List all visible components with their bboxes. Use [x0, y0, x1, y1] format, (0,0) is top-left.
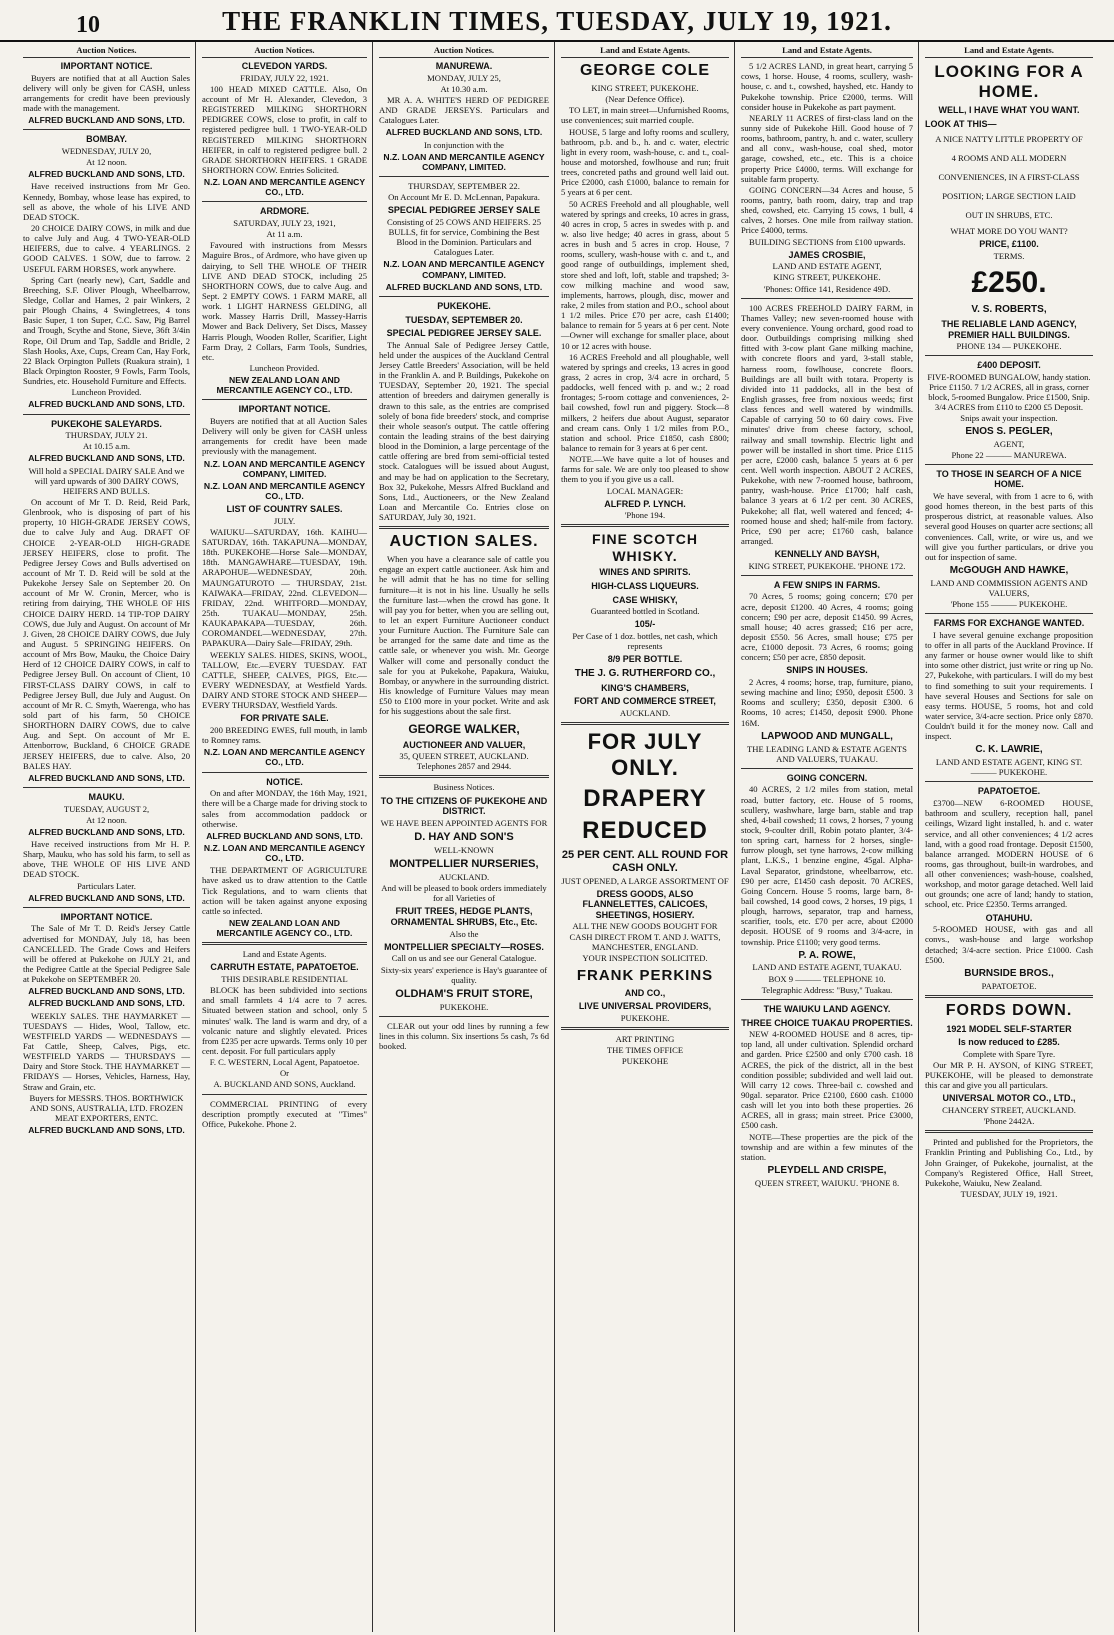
sale-date: THURSDAY, JULY 21.: [65, 430, 148, 441]
snips-title: A FEW SNIPS IN FARMS.: [773, 579, 881, 590]
listing-text: We have several, with from 1 acre to 6, with good homes thereon, in the best parts of this prosperous district, at reasonable values. Also several good Houses on quarter acre sections; all conveniences. Call, write, or wire us, and we will give you further particulars, or drive you out for inspection of same.: [925, 491, 1093, 562]
deposit-title: £400 DEPOSIT.: [977, 360, 1041, 371]
times-office: THE TIMES OFFICE: [606, 1045, 684, 1056]
sale-intro: Will hold a SPECIAL DAIRY SALE And we will yard upwards of 300 DAIRY COWS, HEIFERS AND BULLS.: [28, 465, 185, 496]
divider: [379, 1016, 549, 1017]
divider: [23, 414, 190, 415]
divider: [23, 907, 190, 908]
notice-signature: N.Z. LOAN AND MERCANTILE AGENCY COMPANY, LIMITED.: [203, 458, 366, 479]
agent-name: PLEYDELL AND CRISPE,: [767, 1164, 887, 1176]
fords-title: FORDS DOWN.: [945, 1001, 1073, 1019]
divider: [925, 464, 1093, 465]
sale-title: CLEVEDON YARDS.: [241, 61, 328, 72]
notice-text: The Sale of Mr T. D. Reid's Jersey Cattle advertised for MONDAY, July 18, has been CANCELLED. The Grade Cows and Heifers will be offered at Pukekohe on JULY 21, and the Pedigree Cattle at the Special Pedigree Sale at Pukekohe on SEPTEMBER 20.: [23, 923, 190, 985]
notice-signature: N.Z. LOAN AND MERCANTILE AGENCY COMPANY, LIMITED.: [383, 151, 545, 172]
sale-text: MR A. A. WHITE'S HERD OF PEDIGREE AND GRADE JERSEYS. Particulars and Catalogues Later.: [379, 95, 549, 126]
drapery-title: FOR JULY ONLY.: [587, 729, 703, 780]
motor-company: UNIVERSAL MOTOR CO., LTD.,: [942, 1093, 1076, 1104]
divider: [741, 298, 913, 299]
agent-address: QUEEN STREET, WAIUKU. 'PHONE 8.: [754, 1177, 900, 1188]
notice-signature: ALFRED BUCKLAND AND SONS, LTD.: [28, 169, 185, 180]
sale-title: MANUREWA.: [435, 61, 493, 72]
perkins-providers: LIVE UNIVERSAL PROVIDERS,: [578, 1001, 712, 1012]
listing-note: NOTE.—We have quite a lot of houses and farms for sale. We are only too pleased to show them to you if you give us a call.: [561, 454, 729, 485]
whisky-bottle: 8/9 PER BOTTLE.: [607, 654, 683, 665]
estate-or: Or: [279, 1068, 290, 1079]
agency-sub: THREE CHOICE TUAKAU PROPERTIES.: [741, 1017, 913, 1028]
manager-phone: 'Phone 194.: [624, 510, 666, 521]
business-experience: Sixty-six years' experience is Hay's guarantee of quality.: [380, 964, 548, 985]
whisky-streets: FORT AND COMMERCE STREET,: [574, 696, 716, 707]
snips-text: 2 Acres, 4 rooms; horse, trap, furniture, piano, sewing machine and lino; £950, deposit £500. 3 Rooms and scullery; £350, deposit £300. 6 Rooms, 10 acres; £1450, deposit £900. Phone 16M.: [741, 677, 913, 728]
business-trees: FRUIT TREES, HEDGE PLANTS, ORNAMENTAL SHRUBS, Etc., Etc.: [390, 906, 538, 928]
motor-phone: 'Phone 2442A.: [983, 1116, 1035, 1127]
divider: [202, 942, 367, 945]
sale-time: At 12 noon.: [86, 157, 127, 168]
home-ask: WHAT MORE DO YOU WANT?: [950, 225, 1068, 236]
agent-town: PAPATOETOE.: [981, 980, 1037, 991]
estate-sub: THIS DESIRABLE RESIDENTIAL: [221, 973, 348, 984]
agent-name: LAPWOOD AND MUNGALL,: [761, 730, 893, 742]
home-price: PRICE, £1100.: [979, 239, 1039, 250]
divider: [23, 129, 190, 130]
sale-more: Spring Cart (nearly new), Cart, Saddle and Breeching, S.F. Oliver Plough, Wheelbarrow, Sledge, Collar and Hames, 2 pair Winkers, 2 pair Plough Chains, 4 Swingletrees, 4 tons Basic Super, 1 ton Super, C.C. Saw, Pig Barrel and Trough, Scythe and Stone, Sieve, 36ft 3/4in Rope, Oil Drum and Tap, Saddle and Bridle, 2 Slash Hooks, Axe, Cups, Cream Can, Hay Fork, 22 Black Orpington Pullets (Ruakura strain), 1 Black Orpington Rooster, 9 Fowls, Farm Tools, Sundries, etc. Household Furniture and Effects.: [23, 274, 190, 387]
notice-signature: ALFRED BUCKLAND AND SONS, LTD.: [28, 998, 185, 1009]
sale-time: At 11 a.m.: [266, 229, 303, 240]
sale-text: Have received instructions from Mr Geo. Kennedy, Bombay, whose lease has expired, to sell as above, the whole of his LIVE AND DEAD STOCK.: [23, 181, 190, 222]
clear-out-notice: CLEAR out your odd lines by running a few lines in this column. Six insertions 5s cash, 7s 6d booked.: [379, 1020, 549, 1052]
agent-address: KING STREET, PUKEKOHE.: [591, 83, 699, 94]
column-heading: Auction Notices.: [202, 45, 367, 58]
going-concern-title: GOING CONCERN.: [786, 772, 868, 783]
store-town: PUKEKOHE.: [439, 1001, 489, 1012]
drapery-word: DRAPERY: [583, 784, 707, 812]
sale-time: At 12 noon.: [86, 814, 127, 825]
otahuhu-title: OTAHUHU.: [985, 912, 1033, 923]
drapery-reduced: REDUCED: [582, 817, 708, 845]
column-heading: Auction Notices.: [23, 45, 190, 58]
agent-near: (Near Defence Office).: [605, 94, 685, 105]
agent-role: LAND AND ESTATE AGENT, TUAKAU.: [752, 962, 902, 973]
sale-title: PUKEKOHE SALEYARDS.: [51, 418, 162, 429]
sale-title: MAUKU.: [88, 791, 125, 802]
estate-agent: A. BUCKLAND AND SONS, Auckland.: [213, 1079, 356, 1090]
notice-signature: ALFRED BUCKLAND AND SONS, LTD.: [28, 453, 185, 464]
sale-date: FRIDAY, JULY 22, 1921.: [240, 72, 329, 83]
divider: [379, 176, 549, 177]
column-6: [920, 42, 1098, 1632]
manager-label: LOCAL MANAGER:: [606, 485, 684, 496]
listing-text: NEARLY 11 ACRES of first-class land on the sunny side of Pukekohe Hill. Good house of 7 rooms, bathroom, pantry, h. and c. water, scullery and all conv., wash-house, coal shed, motor garage, cowshed, etc., etc. This is a choice property Price £4000, terms. Will exchange for suitable farm property.: [741, 112, 913, 184]
sale-date: SATURDAY, JULY 23, 1921,: [233, 218, 336, 229]
whisky-company: THE J. G. RUTHERFORD CO.,: [574, 667, 716, 679]
divider: [925, 613, 1093, 614]
notice-signature: ALFRED BUCKLAND AND SONS, LTD.: [28, 826, 185, 837]
whisky-city: AUCKLAND.: [619, 707, 671, 718]
times-town: PUKEKOHE: [621, 1056, 669, 1067]
listing-text: 16 ACRES Freehold and all ploughable, well watered by springs and creeks, 13 acres in good grass, 2 acres in crop, 3/4 acre in orchard, 5 paddocks, well fenced with p. and w.; 2 road frontages; 5-room cottage and conveniences, 2-bail cowshed, fowl run and piggery. Stock—8 milkers, 2 heifers due about August, separator and cream cans. Only 1 1/2 miles from P.O., station and school. Price £1850, cash £800; balance to remain for 3 years at 6 per cent.: [561, 351, 729, 453]
auctioneer-role: AUCTIONEER AND VALUER,: [402, 739, 526, 750]
sale-time: At 10.30 a.m.: [440, 83, 488, 94]
listing-text: BUILDING SECTIONS from £100 upwards.: [749, 236, 906, 247]
column-heading: Auction Notices.: [379, 45, 549, 58]
column-2: [197, 42, 373, 1632]
sale-time: At 10.15 a.m.: [82, 441, 131, 452]
papatoetoe-title: PAPATOETOE.: [977, 786, 1041, 797]
divider: [561, 1027, 729, 1030]
home-terms: TERMS.: [993, 250, 1025, 261]
notice-signature: ALFRED BUCKLAND AND SONS, LTD.: [28, 115, 185, 126]
department-notice: THE DEPARTMENT OF AGRICULTURE have asked us to draw attention to the Cattle Tick Regulations, and to warn clients that action will be taken against anyone exposing cattle so infected.: [202, 865, 367, 916]
notice-signature: N.Z. LOAN AND MERCANTILE AGENCY COMPANY, LIMITED.: [383, 259, 545, 280]
sale-date: MONDAY, JULY 25,: [427, 72, 501, 83]
drapery-inspection: YOUR INSPECTION SOLICITED.: [582, 952, 708, 963]
home-look: LOOK AT THIS—: [925, 118, 997, 129]
column-3: [374, 42, 555, 1632]
notice-text: On and after MONDAY, the 16th May, 1921, there will be a Charge made for driving stock to sales from accommodation paddock or otherwise.: [202, 788, 367, 829]
sale-lunch: Luncheon Provided.: [71, 387, 142, 398]
column-5: [736, 42, 919, 1632]
notice-signature: ALFRED BUCKLAND AND SONS, LTD.: [28, 1125, 185, 1136]
store-name: OLDHAM'S FRUIT STORE,: [395, 987, 533, 1000]
whisky-sub: WINES AND SPIRITS.: [599, 567, 691, 578]
divider: [202, 1094, 367, 1095]
agent-phone: PHONE 134 — PUKEKOHE.: [956, 341, 1062, 352]
weekly-sales: WEEKLY SALES. THE HAYMARKET — TUESDAYS — Hides, Wool, Tallow, etc. WESTFIELD YARDS — WEDNESDAYS — Fat Cattle, Sheep, Calves, Pigs, etc. WESTFIELD YARDS — THURSDAYS — Dairy and Store Stock. THE HAYMARKET — FRIDAYS — Horses, Vehicles, Harness, Hay, Straw and Grain, etc.: [23, 1010, 190, 1092]
buyers-note: Buyers for MESSRS. THOS. BORTHWICK AND SONS, AUSTRALIA, LTD. FROZEN MEAT EXPORTERS, ENTC.: [29, 1092, 184, 1123]
divider: [23, 787, 190, 788]
sale-text: On Account Mr E. D. McLennan, Papakura.: [388, 192, 540, 203]
listing-text: GOING CONCERN—34 Acres and house, 5 rooms, pantry, bath room, dairy, trap and trap shed, cowshed, etc. Carrying 15 cows, 1 bull, 4 calves, 2 horses. One mile from railway station. Price £4000, terms.: [741, 184, 913, 236]
sale-list: Consisting of 25 COWS AND HEIFERS. 25 BULLS, fit for service, Combining the Best Blood in the Dominion. Particulars and Catalogues Later.: [387, 216, 541, 258]
sale-lunch: Luncheon Provided.: [249, 363, 320, 374]
notice-signature: ALFRED BUCKLAND AND SONS, LTD.: [385, 127, 543, 138]
weekly-sales: WEEKLY SALES. HIDES, SKINS, WOOL, TALLOW, Etc.—EVERY TUESDAY. FAT CATTLE, SHEEP, CALVES, PIGS, Etc.—EVERY WEDNESDAY, at Westfield Yards. DAIRY AND STORE STOCK AND SHEEP—EVERY THURSDAY, Westfield Yards.: [202, 649, 367, 711]
notice-signature: N.Z. LOAN AND MERCANTILE AGENCY CO., LTD.: [203, 842, 366, 864]
listing-text: TO LET, in main street—Unfurnished Rooms, use conveniences; suit married couple.: [561, 105, 729, 126]
art-printing: ART PRINTING: [615, 1034, 675, 1045]
column-4: [556, 42, 735, 1632]
divider: [202, 772, 367, 773]
listing-text: 5-ROOMED HOUSE, with gas and all convs., wash-house and large workshop detached; 3/4-acre section. Price £1000. Cash £500.: [925, 924, 1093, 965]
country-sales-list: WAIUKU—SATURDAY, 16th. KAIHU—SATURDAY, 16th. TAKAPUNA—MONDAY, 18th. PUKEKOHE—Horse Sale—MONDAY, 18th. MANGAWHARE—TUESDAY, 19th. ARAPOHUE—WEDNESDAY, 20th. MAUNGATUROTO — THURSDAY, 21st. KAIWAKA—FRIDAY, 22nd. CLEVEDON—FRIDAY, 22nd. WHITFORD—MONDAY, 25th. TUAKAU—MONDAY, 25th. KAUKAPAKAPA—TUESDAY, 26th. COROMANDEL—WEDNESDAY, 27th. PAPAKURA—Dairy Sale—FRIDAY, 29th.: [202, 526, 367, 649]
agent-phone: Phone 22 ——— MANUREWA.: [951, 449, 1067, 460]
listing-text: £3700—NEW 6-ROOMED HOUSE, bathroom and scullery, reception hall, panel ceilings, Wizard light installed, h. and c. water service, and all other conveniences; 4 1/2 acres land, with a good road frontage. Deposit £1500, balance arranged. MODERN HOUSE of 6 rooms, gas throughout, built-in wardrobes, and all other conveniences; wash-house, coalshed, workshop, and motor garage detached. Well laid out grounds; one acre of land; handy to station, school, etc. Price £2350. Terms arranged.: [925, 798, 1093, 910]
agent-role: LAND AND ESTATE AGENT, KING ST. ——— PUKEKOHE.: [935, 757, 1083, 778]
sale-text: On account of Mr T. D. Reid, Reid Park, Glenbrook, who is disposing of part of his property, 10 HIGH-GRADE JERSEY COWS, due to calve July and Aug. DRAFT OF CHOICE 2-YEAR-OLD HIGH-GRADE JERSEY HEIFERS, close to profit. The Pedigree Jersey Cows and Bulls advertised on account of Mr T. D. Reid will be sold at the Pukekohe Jersey Sale on September 20. On account of Mr W. Cronin, Mercer, who is retiring from dairying, THE WHOLE OF HIS CHOICE DAIRY HERD. 14 TIP-TOP DAIRY COWS, due July and August. On account of Mr J. Given, 28 CHOICE DAIRY COWS, due July and August. 5 SPRINGING HEIFERS. On account of Mrs Bow, Mauku, the Choice Dairy Herd of 12 CHOICE DAIRY COWS, in calf to Pedigree Jersey Bull. On account of Client, 10 FIRST-CLASS DAIRY COWS, in calf to Pedigree Jersey Bull, due July and August. On account of Mr R. C. Smyth, Waerenga, who has sold part of his farm, 50 CHOICE SHORTHORN DAIRY COWS, due to calve Aug. and Sept. On account of Mr E. Attenborrow, Buckland, 6 CHOICE GRADE JERSEY HEIFERS, due to calve. Also, 20 BALES HAY.: [23, 497, 190, 771]
list-title: LIST OF COUNTRY SALES.: [226, 504, 343, 515]
sale-title: PUKEKOHE.: [437, 300, 491, 311]
divider: [925, 1130, 1093, 1133]
exchange-title: FARMS FOR EXCHANGE WANTED.: [933, 618, 1085, 629]
snips-title: SNIPS IN HOUSES.: [786, 665, 868, 676]
home-sub: WELL, I HAVE WHAT YOU WANT.: [938, 105, 1080, 116]
section-heading: Business Notices.: [433, 782, 495, 793]
agent-role: LAND AND ESTATE AGENT,: [772, 261, 882, 272]
sale-list: 20 CHOICE DAIRY COWS, in milk and due to calve July and Aug. 4 TWO-YEAR-OLD HEIFERS, due to calve. 4 YEARLINGS. 2 GOOD CALVES. 1 SOW, due to farrow. 2 USEFUL FARM HORSES, work anywhere.: [23, 223, 190, 274]
divider: [379, 526, 549, 529]
imprint: Printed and published for the Proprietors, the Franklin Printing and Publishing Co., Ltd., by John Grainger, of Pukekohe, journalist, at the Company's Registered Office, Hall Street, Pukekohe, Waiuku, New Zealand.: [925, 1137, 1093, 1188]
sale-particulars: Particulars Later.: [77, 880, 136, 891]
fords-model: 1921 MODEL SELF-STARTER: [946, 1023, 1072, 1034]
whisky-chambers: KING'S CHAMBERS,: [601, 682, 689, 693]
notice-title: IMPORTANT NOTICE.: [60, 61, 153, 72]
motor-address: CHANCERY STREET, AUCKLAND.: [942, 1105, 1076, 1115]
divider: [741, 768, 913, 769]
perkins-name: FRANK PERKINS: [576, 967, 714, 985]
business-call: Call on us and see our General Catalogue.: [391, 953, 537, 964]
whisky-sub: HIGH-CLASS LIQUEURS.: [591, 581, 699, 592]
sale-title: ARDMORE.: [260, 206, 309, 217]
agent-name: GEORGE COLE: [579, 62, 711, 80]
agent-box: BOX 9 ——— TELEPHONE 10.: [768, 973, 886, 984]
agent-name: C. K. LAWRIE,: [975, 744, 1043, 756]
page-number: 10: [76, 12, 100, 38]
listing-text: HOUSE, 5 large and lofty rooms and scullery, bathroom, p.b. and b., h. and c. water, electric light in every room, wash-house, c. and t., coal-house and motorshed, fowlhouse and run; fruit trees, concreted paths and ground well laid out. Price £2000, cash £1000, balance to remain for 5 years at 6 per cent.: [561, 126, 729, 198]
sale-text: 100 HEAD MIXED CATTLE. Also, On account of Mr H. Alexander, Clevedon, 3 REGISTERED MILKING SHORTHORN PEDIGREE COWS, close to profit, in calf to registered pedigree bull. 1 TWO-YEAR-OLD REGISTERED MILKING SHORTHORN HEIFER, in calf to registered pedigree bull. 2 GRADE SHORTHORN HEIFERS. 1 GRADE SHORTHORN COW. Entries Solicited.: [202, 83, 367, 176]
notice-text: Buyers are notified that at all Auction Sales delivery will only be given for CASH, unless arrangements for credit have been previously made with the management.: [23, 72, 190, 114]
listing-note: NOTE—These properties are the pick of the township and are within a few minutes of the station.: [741, 1131, 913, 1162]
business-also: Also the: [449, 928, 479, 939]
auctioneer-name: GEORGE WALKER,: [408, 722, 520, 737]
notice-signature: ALFRED BUCKLAND AND SONS, LTD.: [28, 892, 185, 903]
whisky-case: CASE WHISKY,: [612, 594, 678, 605]
notice-signature: ALFRED BUCKLAND AND SONS, LTD.: [28, 399, 185, 410]
column-heading: Land and Estate Agents.: [741, 45, 913, 58]
notice-text: Buyers are notified that at all Auction Sales Delivery will only be given for CASH unless arrangements for credit have been made previously with the management.: [202, 416, 367, 457]
private-sale-text: 200 BREEDING EWES, full mouth, in lamb to Romney rams.: [202, 725, 367, 746]
business-city: AUCKLAND.: [438, 872, 490, 882]
agent-phone: 'Phones: Office 141, Residence 49D.: [763, 283, 891, 294]
sale-date: TUESDAY, AUGUST 2,: [63, 803, 150, 814]
manager-name: ALFRED P. LYNCH.: [604, 498, 686, 509]
column-heading: Land and Estate Agents.: [925, 45, 1093, 58]
agent-role: THE LEADING LAND & ESTATE AGENTS AND VALUERS, TUAKAU.: [747, 743, 907, 764]
agent-phone: 'Phone 155 ——— PUKEKOHE.: [950, 599, 1068, 610]
notice-signature: N.Z. LOAN AND MERCANTILE AGENCY CO., LTD.: [203, 480, 366, 502]
business-well: WELL-KNOWN: [434, 844, 494, 855]
divider: [561, 524, 729, 527]
listing-text: NEW 4-ROOMED HOUSE and 8 acres, tip-top land, all under cultivation. Splendid orchard and garden. Price £2500 and only £700 cash. 18 ACRES, the pick of the district, all in the best condition possible; subdivided and well laid out. Will carry 12 cows. Three-bail c. cowshed and 90gal. separator. Price £2100, £600 cash. £1000 cash will let you into both these properties. 26 ACRES, all in grass; main street. Price £3000, £500 cash.: [741, 1029, 913, 1131]
agent-address: KING STREET, PUKEKOHE. 'PHONE 172.: [748, 560, 906, 571]
estate-title: CARRUTH ESTATE, PAPATOETOE.: [210, 962, 359, 973]
agent-name: JAMES CROSBIE,: [788, 249, 866, 260]
sale-text: Favoured with instructions from Messrs Maguire Bros., of Ardmore, who have given up dairying, to Sell THE WHOLE OF THEIR LIVE AND DEAD STOCK, including 25 SHORTHORN COWS, due to calve Aug. and Sept. 2 EMPTY COWS. 1 FARM MARE, all work. 1 LIGHT HARNESS GELDING, all work. Massey Harris Drill, Massey-Harris Mower and Back Delivery, Set Discs, Massey Harris Plough, Wooden Roller, Scarifier, Light Farm Dray, 2 Collars, Farm Tools, Sundries, etc.: [202, 240, 367, 362]
sale-date: WEDNESDAY, JULY 20,: [61, 146, 152, 157]
newspaper-title: THE FRANKLIN TIMES, TUESDAY, JULY 19, 1921.: [222, 6, 892, 36]
divider: [741, 575, 913, 576]
notice-signature: ALFRED BUCKLAND AND SONS, LTD.: [385, 281, 543, 292]
agency-title: THE WAIUKU LAND AGENCY.: [763, 1003, 891, 1014]
auction-sales-text: When you have a clearance sale of cattle you engage an expert cattle auctioneer. Ask him and he will admit that he has no time for selling furniture—it is not in his line. Usually he sells the furniture last—when the crowd has gone. It will pay you for better, when you are selling out, to let an expert Furniture Auctioneer conduct your Furniture Auction. The Furniture Sale can be arranged for the same date and time as the cattle sale, or whenever you wish. Mr. George Walker will come and personally conduct the sale for you at Pukekohe, Papakura, Waiuku, Bombay, or anywhere in the surrounding district. His knowledge of Furniture Values may mean £50 to £100 more in your pocket. Write and ask for his suggestions about the sale first.: [379, 554, 549, 717]
divider: [379, 775, 549, 778]
notice-signature: N.Z. LOAN AND MERCANTILE AGENCY CO., LTD.: [203, 747, 366, 768]
sale-text: The Annual Sale of Pedigree Jersey Cattle, held under the auspices of the Auckland Central Jersey Cattle Breeders' Association, will be held in the Franklin A. and P. Buildings, Pukekohe on TUESDAY, September 20, 1921. The special attention of breeders and dairymen generally is drawn to this sale, as the entries are comprised solely of bona fide breeders' stock, and comprise their whole season's output. The cattle offering contain the leading strains of the best dairying blood in the Dominion, a large percentage of the cattle offering are bred from semi-official tested stock. Catalogues will be issued about August, and may be had on application to the Secretary, Box 32, Pukekohe, Messrs Alfred Buckland and Sons, Ltd., Auctioneers, or the New Zealand Loan and Mercantile Co. Entries close on SATURDAY, July 30, 1921.: [379, 339, 549, 523]
whisky-guarantee: Guaranteed bottled in Scotland.: [590, 606, 700, 617]
masthead: [0, 0, 1114, 42]
listing-text: 5 1/2 ACRES LAND, in great heart, carrying 5 cows, 1 horse. House, 4 rooms, scullery, wash-house, c. and t., cowshed, hayshed, etc. Handy to Pukekohe township. Price £2000, terms. Will consider house in Pukekohe as part payment.: [741, 61, 913, 112]
business-name: D. HAY AND SON'S: [414, 830, 514, 843]
notice-signature: NEW ZEALAND LOAN AND MERCANTILE AGENCY CO., LTD.: [216, 375, 353, 396]
divider: [379, 296, 549, 297]
agent-name: P. A. ROWE,: [798, 949, 856, 961]
divider: [741, 999, 913, 1000]
notice-signature: ALFRED BUCKLAND AND SONS, LTD.: [28, 986, 185, 997]
notice-signature: NEW ZEALAND LOAN AND MERCANTILE AGENCY CO., LTD.: [216, 917, 353, 939]
home-title: LOOKING FOR A HOME.: [934, 62, 1084, 102]
perkins-co: AND CO.,: [624, 987, 666, 998]
fords-tyre: Complete with Spare Tyre.: [962, 1048, 1056, 1059]
agent-address: KING STREET, PUKEKOHE.: [773, 272, 881, 283]
sale-date: TUESDAY, SEPTEMBER 20.: [405, 314, 523, 325]
notice-title: IMPORTANT NOTICE.: [60, 911, 153, 922]
notice-signature: ALFRED BUCKLAND AND SONS, LTD.: [28, 772, 185, 783]
perkins-town: PUKEKOHE.: [620, 1012, 670, 1023]
column-heading: Land and Estate Agents.: [561, 45, 729, 58]
listing-text: FIVE-ROOMED BUNGALOW, handy station. Price £1150. 7 1/2 ACRES, all in grass, corner block, 5-roomed Bungalow. Price £1500, Snip. 3/4 ACRES from £110 to £200 £5 Deposit. Snips await your inspection.: [927, 372, 1091, 423]
agent-name: ENOS S. PEGLER,: [965, 425, 1053, 437]
listing-text: 100 ACRES FREEHOLD DAIRY FARM, in Thames Valley; new seven-roomed house with every convenience. Young orchard, good road to door. Outbuildings comprising milking shed fitted with 3-cow plant Gane milking machine, with concrete floors and yard, 3-stall stable, harness room, fowlhouse, concrete floors. Buildings are all built with totara. Property is divided into 11 paddocks, all in the best of English grasses, free from noxious weeds; first class fences and well watered by windmills. Capable of carrying 50 to 60 dairy cows. Five minutes' drive from cheese factory, school, railway and small township. Electric light and power will be installed in short time. Price £115 per acre, £2000 cash, balance 5 years at 6 per cent. Well worth inspection. ABOUT 2 ACRES, Pukekohe, with new 7-roomed house, bathroom, pantry, wash-house. Price £1700; half cash, balance 3 years at 6 1/2 per cent. 30 ACRES, Pukekohe; all flat, well watered and fenced; 4-roomed house and shed; half-mile from factory. Price, £90 per acre; £1760 cash, balance arranged.: [741, 302, 913, 546]
divider: [202, 201, 367, 202]
estate-agent: F. C. WESTERN, Local Agent, Papatoetoe.: [209, 1057, 360, 1068]
estate-text: BLOCK has been subdivided into sections and small farmlets 4 1/4 acre to 7 acres. Situated between station and school, only 5 minutes' walk. The land is warm and dry, of a volcanic nature and slightly elevated. Prices from £235 per acre upwards. Terms only 10 per cent. deposit. For full particulars apply: [202, 985, 367, 1056]
drapery-percent: 25 PER CENT. ALL ROUND FOR CASH ONLY.: [561, 848, 729, 874]
agent-name: V. S. ROBERTS,: [971, 304, 1047, 316]
sale-title: SPECIAL PEDIGREE JERSEY SALE: [387, 205, 541, 216]
search-title: TO THOSE IN SEARCH OF A NICE HOME.: [936, 468, 1082, 490]
divider: [925, 355, 1093, 356]
home-deposit: £250.: [971, 265, 1047, 299]
business-text: WE HAVE BEEN APPOINTED AGENTS FOR: [380, 817, 548, 828]
conjunction: In conjunction with the: [424, 139, 504, 150]
sale-text: Have received instructions from Mr H. P. Sharp, Mauku, who has sold his farm, to sell as above, THE WHOLE OF HIS LIVE AND DEAD STOCK.: [23, 839, 190, 880]
auction-sales-title: AUCTION SALES.: [389, 533, 539, 551]
fords-text: Our MR P. H. AYSON, of KING STREET, PUKEKOHE, will be pleased to demonstrate this car and give you all particulars.: [925, 1059, 1093, 1091]
whisky-title: FINE SCOTCH WHISKY.: [592, 531, 698, 564]
agent-name: KENNELLY AND BAYSH,: [774, 549, 880, 560]
divider: [925, 781, 1093, 782]
column-1: [18, 42, 196, 1632]
business-title: TO THE CITIZENS OF PUKEKOHE AND DISTRICT.: [380, 795, 548, 817]
listing-text: 50 ACRES Freehold and all ploughable, well watered by springs and creeks, 10 acres in grass, 40 acres in crop, 5 acres in swedes with p. and w. also live hedge; 40 acres in grass, about 5 acres in bush and 5 acres in crop. House, 7 rooms, scullery, wash-house with c. and t., and good range of outbuildings, implement shed, store shed and loft, loft, stable and trapshed; 3-cow milking machine and wood saw, implements, harrows, plough, disc, mower and rake, 2 miles from station and P.O., school about 1 1/2 miles. Price £70 per acre, cash £1400; balance to remain for 5 years at 6 per cent. Note—Owner will exchange for smaller place, about 10 or 12 acres with house.: [561, 198, 729, 351]
divider: [202, 399, 367, 400]
notice-signature: N.Z. LOAN AND MERCANTILE AGENCY CO., LTD.: [203, 177, 366, 198]
business-roses: MONTPELLIER SPECIALTY—ROSES.: [384, 941, 544, 952]
agent-telegraph: Telegraphic Address: "Busy," Tuakau.: [761, 984, 893, 995]
imprint-date: TUESDAY, JULY 19, 1921.: [960, 1188, 1058, 1199]
listing-text: 40 ACRES, 2 1/2 miles from station, metal road, butter factory, etc. House of 5 rooms, scullery, washwhare, large barn, stable and trap shed, 4-bail cowshed; 11 cows, 2 horses, 7 young stock, 9-coulter drill, Robin potato planter, 3/4-ton spring cart, harness for 2 horses, single-furrow plough, set tyne harrows, 2-cow milking plant, L.K.S., 1 benzine engine, 45gal. Alpha-Laval Separator, grindstone, wheelbarrow, etc. £90 per acre, £1450 cash deposit. 70 ACRES, Going Concern. House 5 rooms, large barn, 8-bail cowshed, 14 good cows, 2 horses, 19 pigs, 1 plough, harrows, separator, trap and harness, scarifier, tools, etc. £70 per acre, about £2000 deposit. HOUSE of 9 rooms and 3/4-acre, in township. Price £1100; very good terms.: [741, 784, 913, 947]
agent-label: AGENT,: [993, 438, 1025, 449]
fords-price: Is now reduced to £285.: [958, 1037, 1060, 1048]
drapery-text: JUST OPENED, A LARGE ASSORTMENT OF: [561, 875, 729, 886]
divider: [561, 722, 729, 725]
printing-notice: COMMERCIAL PRINTING of every description promptly executed at "Times" Office, Pukekohe. Phone 2.: [202, 1098, 367, 1129]
divider: [925, 995, 1093, 998]
private-sale-title: FOR PRIVATE SALE.: [240, 713, 329, 724]
drapery-goods: DRESS GOODS, ALSO FLANNELETTES, CALICOES, SHEETINGS, HOSIERY.: [582, 888, 708, 920]
notice-signature: ALFRED BUCKLAND AND SONS, LTD.: [206, 830, 363, 841]
drapery-bought: ALL THE NEW GOODS BOUGHT FOR CASH DIRECT FROM T. AND J. WATTS, MANCHESTER, ENGLAND.: [569, 921, 721, 952]
listing-text: I have several genuine exchange proposition to offer in all parts of the Auckland Province. If any farmer or house owner would like to shift into some other district, just write or ring up No. 27, Pukekohe, with particulars. I will do my best to find something to suit your requirements. I have several Houses and Sections for sale on easy terms. HOUSE, 5 rooms, hot and cold water service, 3/4-acre section. Price only £870. Couldn't build it for the money now. Call and inspect.: [925, 629, 1093, 742]
home-text: A NICE NATTY LITTLE PROPERTY OF 4 ROOMS AND ALL MODERN CONVENIENCES, IN A FIRST-CLASS POSITION; LARGE SECTION LAID OUT IN SHRUBS, ETC.: [935, 134, 1083, 221]
whisky-per: Per Case of 1 doz. bottles, net cash, which represents: [572, 631, 718, 652]
agent-name: McGOUGH AND HAWKE,: [949, 565, 1069, 577]
agent-role: LAND AND COMMISSION AGENTS AND VALUERS,: [930, 577, 1088, 598]
business-more: And will be pleased to book orders immediately for all Varieties of: [381, 883, 547, 904]
sale-date: THURSDAY, SEPTEMBER 22.: [408, 181, 520, 192]
agent-name: BURNSIDE BROS.,: [964, 967, 1054, 979]
sale-title: BOMBAY.: [86, 134, 127, 145]
auctioneer-address: 35, QUEEN STREET, AUCKLAND. Telephones 2857 and 2944.: [399, 751, 529, 772]
sale-sub: SPECIAL PEDIGREE JERSEY SALE.: [386, 328, 542, 339]
notice-title: IMPORTANT NOTICE.: [238, 404, 331, 415]
agency-name: THE RELIABLE LAND AGENCY, PREMIER HALL BUILDINGS.: [941, 319, 1077, 340]
whisky-price: 105/-: [634, 619, 656, 630]
snips-text: 70 Acres, 5 rooms; going concern; £70 per acre, deposit £1200. 40 Acres, 4 rooms; going concern; £90 per acre, deposit £1450. 99 Acres, small house; 40 acres grassed; £16 per acre, deposit £550. 56 Acres, small house; £75 per acre, £1000 deposit. 73 Acres, 6 rooms; going concern; £50 per acre, £850 deposit.: [741, 591, 913, 663]
nurseries-name: MONTPELLIER NURSERIES,: [389, 858, 539, 871]
section-heading: Land and Estate Agents.: [242, 949, 327, 960]
list-month: JULY.: [273, 515, 296, 526]
notice-title: NOTICE.: [266, 776, 303, 787]
